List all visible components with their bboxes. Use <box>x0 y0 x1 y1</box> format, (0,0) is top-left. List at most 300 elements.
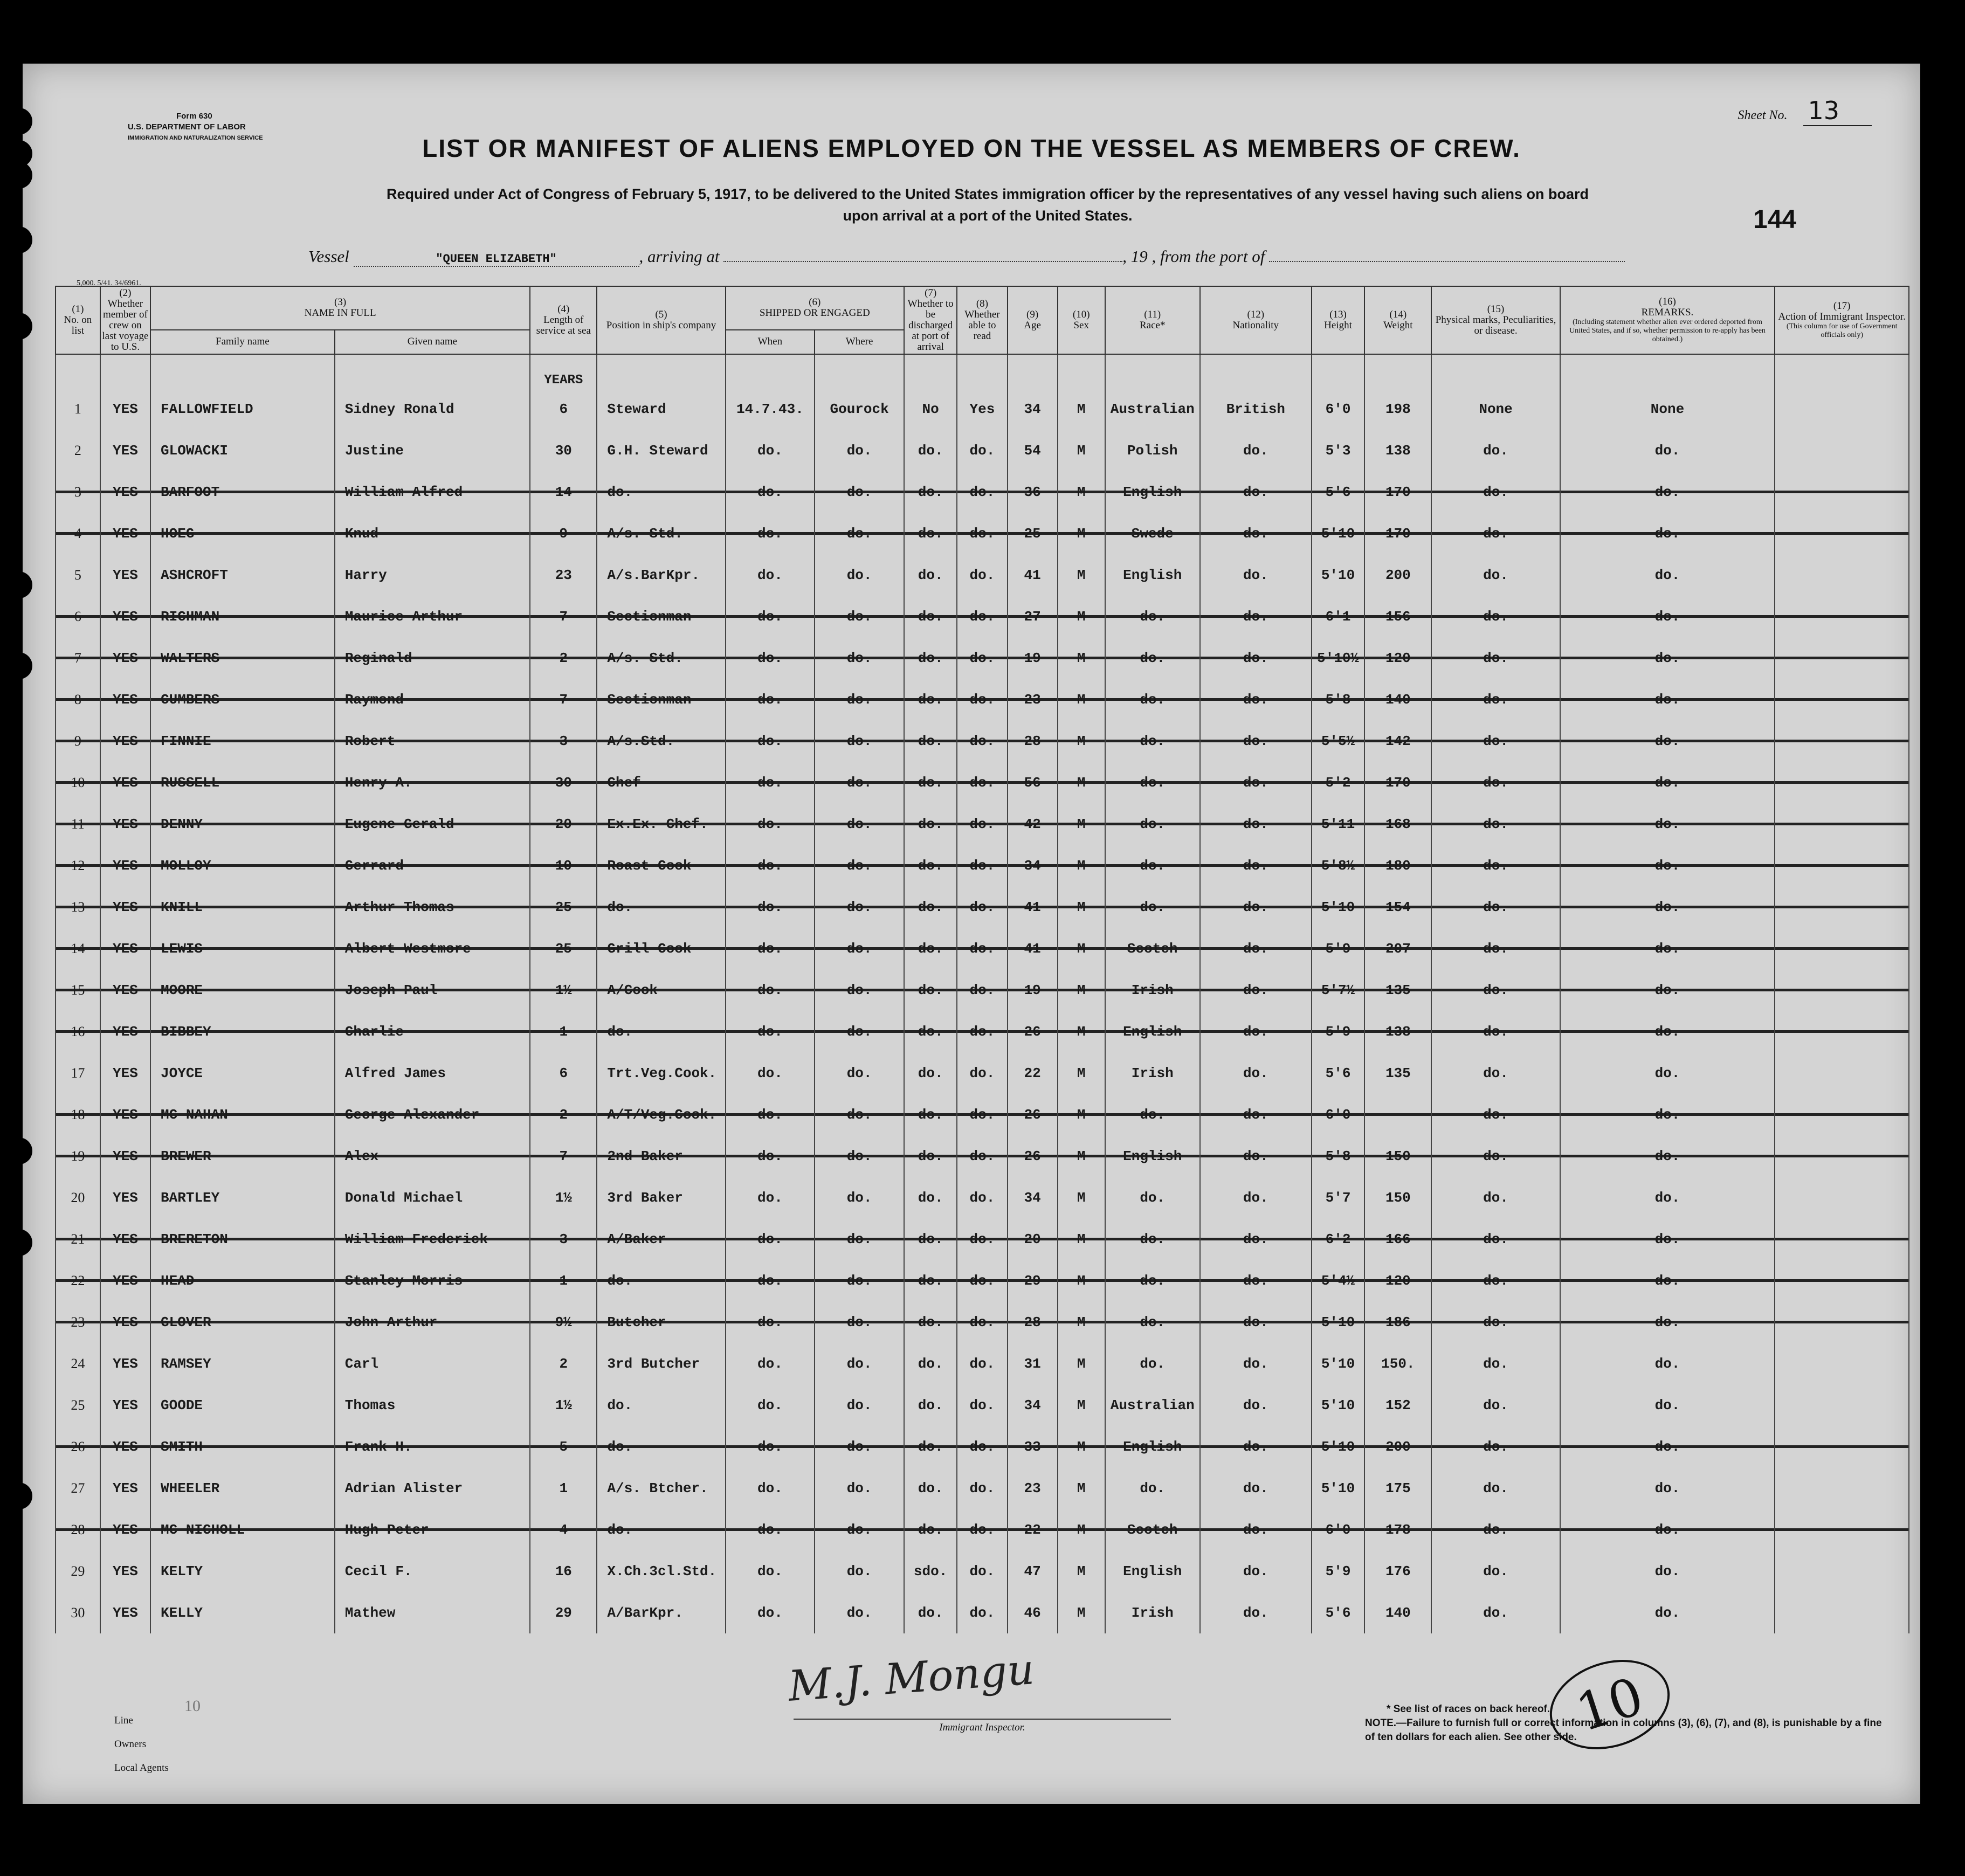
cell-weight: 178 <box>1364 1509 1431 1550</box>
table-row <box>56 1094 1909 1135</box>
cell-family-name: HOEG <box>150 513 335 554</box>
cell-list-no: 20 <box>56 1177 100 1218</box>
cell-given-name: Robert <box>335 720 530 762</box>
cell-age: 34 <box>1008 388 1058 430</box>
cell-able-to-read: do. <box>957 679 1007 720</box>
cell-shipped-where: do. <box>815 430 904 471</box>
col-header-age: (9) Age <box>1008 286 1058 354</box>
from-label: , from the port of <box>1152 247 1265 266</box>
cell-shipped-where: do. <box>815 554 904 596</box>
cell-physical-marks: do. <box>1431 1177 1560 1218</box>
cell-age: 33 <box>1008 1426 1058 1467</box>
cell-given-name: Henry A. <box>335 762 530 803</box>
cell-shipped-where: do. <box>815 1052 904 1094</box>
cell-given-name: Thomas <box>335 1384 530 1426</box>
cell-age: 41 <box>1008 886 1058 928</box>
cell-inspector-action <box>1775 1384 1909 1426</box>
cell-able-to-read: do. <box>957 513 1007 554</box>
cell-shipped-when: do. <box>726 1384 815 1426</box>
cell-list-no: 16 <box>56 1011 100 1052</box>
cell-position: 3rd Baker <box>597 1177 725 1218</box>
table-row <box>56 1301 1909 1343</box>
cell-service-length: 9 <box>530 513 597 554</box>
cell-given-name: Eugene Gerald <box>335 803 530 845</box>
cell-discharged: do. <box>904 471 957 513</box>
cell-remarks: do. <box>1560 513 1775 554</box>
cell-weight: 200 <box>1364 1426 1431 1467</box>
cell-discharged: do. <box>904 886 957 928</box>
cell-shipped-when: do. <box>726 1426 815 1467</box>
cell-nationality: do. <box>1200 1509 1312 1550</box>
cell-shipped-when: do. <box>726 886 815 928</box>
cell-family-name: RUSSELL <box>150 762 335 803</box>
cell-given-name: John Arthur <box>335 1301 530 1343</box>
cell-age: 28 <box>1008 720 1058 762</box>
cell-discharged: do. <box>904 1384 957 1426</box>
table-row <box>56 596 1909 637</box>
cell-physical-marks: do. <box>1431 1426 1560 1467</box>
cell-list-no: 21 <box>56 1218 100 1260</box>
cell-able-to-read: do. <box>957 1260 1007 1301</box>
cell-age: 22 <box>1008 1052 1058 1094</box>
cell-physical-marks: do. <box>1431 762 1560 803</box>
cell-family-name: BARFOOT <box>150 471 335 513</box>
cell-shipped-where: do. <box>815 1467 904 1509</box>
cell-last-voyage: YES <box>100 1592 150 1633</box>
table-row <box>56 1177 1909 1218</box>
cell-physical-marks: do. <box>1431 637 1560 679</box>
cell-list-no: 28 <box>56 1509 100 1550</box>
cell-position: Sectionman <box>597 679 725 720</box>
owners-label: Owners <box>114 1739 147 1750</box>
cell-given-name: Arthur Thomas <box>335 886 530 928</box>
col-header-list-no: (1) No. on list <box>56 286 100 354</box>
vessel-line <box>308 247 1625 267</box>
cell-weight: 200 <box>1364 554 1431 596</box>
cell-sex: M <box>1058 1467 1105 1509</box>
cell-race: Scotch <box>1105 1509 1200 1550</box>
cell-family-name: CUMBERS <box>150 679 335 720</box>
cell-weight: 156 <box>1364 596 1431 637</box>
cell-physical-marks: do. <box>1431 845 1560 886</box>
cell-sex: M <box>1058 1301 1105 1343</box>
cell-family-name: LEWIS <box>150 928 335 969</box>
cell-weight: 170 <box>1364 513 1431 554</box>
cell-shipped-when: do. <box>726 803 815 845</box>
cell-shipped-where: do. <box>815 1135 904 1177</box>
cell-family-name: KELLY <box>150 1592 335 1633</box>
cell-sex: M <box>1058 513 1105 554</box>
cell-remarks: None <box>1560 388 1775 430</box>
cell-sex: M <box>1058 1052 1105 1094</box>
cell-physical-marks: do. <box>1431 1550 1560 1592</box>
cell-given-name: Hugh Peter <box>335 1509 530 1550</box>
cell-nationality: do. <box>1200 1301 1312 1343</box>
cell-discharged: do. <box>904 845 957 886</box>
cell-age: 23 <box>1008 1467 1058 1509</box>
cell-race: English <box>1105 1135 1200 1177</box>
cell-shipped-when: do. <box>726 1343 815 1384</box>
cell-age: 46 <box>1008 1592 1058 1633</box>
cell-shipped-where: do. <box>815 1509 904 1550</box>
sheet-number <box>1738 96 1872 125</box>
cell-remarks: do. <box>1560 430 1775 471</box>
cell-weight: 170 <box>1364 762 1431 803</box>
table-row <box>56 1218 1909 1260</box>
cell-race: Swede <box>1105 513 1200 554</box>
cell-weight: 186 <box>1364 1301 1431 1343</box>
cell-age: 23 <box>1008 679 1058 720</box>
cell-height: 5'6 <box>1312 1052 1364 1094</box>
arriving-label: , arriving at <box>639 247 720 266</box>
cell-shipped-where: do. <box>815 1343 904 1384</box>
sheet-label: Sheet No. <box>1738 108 1788 122</box>
cell-discharged: do. <box>904 1592 957 1633</box>
cell-last-voyage: YES <box>100 1509 150 1550</box>
cell-last-voyage: YES <box>100 637 150 679</box>
cell-last-voyage: YES <box>100 1301 150 1343</box>
cell-given-name: Justine <box>335 430 530 471</box>
cell-position: Sectionman <box>597 596 725 637</box>
cell-sex: M <box>1058 679 1105 720</box>
cell-remarks: do. <box>1560 845 1775 886</box>
cell-position: Ex.Ex. Chef. <box>597 803 725 845</box>
cell-age: 29 <box>1008 1260 1058 1301</box>
col-header-nationality: (12) Nationality <box>1200 286 1312 354</box>
cell-last-voyage: YES <box>100 513 150 554</box>
table-row <box>56 803 1909 845</box>
cell-able-to-read: do. <box>957 554 1007 596</box>
col-header-read: (8) Whether able to read <box>957 286 1007 354</box>
binder-hole <box>5 313 32 340</box>
cell-list-no: 30 <box>56 1592 100 1633</box>
cell-inspector-action <box>1775 471 1909 513</box>
cell-race: Irish <box>1105 969 1200 1011</box>
cell-list-no: 22 <box>56 1260 100 1301</box>
cell-last-voyage: YES <box>100 1343 150 1384</box>
manifest-sheet <box>23 64 1920 1804</box>
cell-family-name: BIBBEY <box>150 1011 335 1052</box>
cell-family-name: WHEELER <box>150 1467 335 1509</box>
cell-position: A/s. Btcher. <box>597 1467 725 1509</box>
table-row <box>56 679 1909 720</box>
cell-remarks: do. <box>1560 1052 1775 1094</box>
binder-hole <box>5 571 32 598</box>
cell-inspector-action <box>1775 1550 1909 1592</box>
cell-sex: M <box>1058 1260 1105 1301</box>
cell-weight: 170 <box>1364 471 1431 513</box>
cell-physical-marks: do. <box>1431 1135 1560 1177</box>
cell-physical-marks: do. <box>1431 1094 1560 1135</box>
cell-nationality: do. <box>1200 928 1312 969</box>
cell-shipped-when: do. <box>726 1550 815 1592</box>
col-header-position: (5) Position in ship's company <box>597 286 725 354</box>
immigrant-inspector-label: Immigrant Inspector. <box>794 1719 1171 1734</box>
cell-position: do. <box>597 1260 725 1301</box>
table-row <box>56 1467 1909 1509</box>
cell-discharged: do. <box>904 1260 957 1301</box>
cell-shipped-where: Gourock <box>815 388 904 430</box>
cell-race: do. <box>1105 1301 1200 1343</box>
cell-service-length: 29 <box>530 1592 597 1633</box>
cell-remarks: do. <box>1560 471 1775 513</box>
cell-height: 5'6 <box>1312 471 1364 513</box>
cell-able-to-read: do. <box>957 1426 1007 1467</box>
cell-race: do. <box>1105 1094 1200 1135</box>
cell-list-no: 2 <box>56 430 100 471</box>
cell-last-voyage: YES <box>100 471 150 513</box>
cell-shipped-when: do. <box>726 928 815 969</box>
cell-nationality: do. <box>1200 679 1312 720</box>
cell-shipped-where: do. <box>815 1260 904 1301</box>
cell-remarks: do. <box>1560 969 1775 1011</box>
cell-able-to-read: do. <box>957 637 1007 679</box>
cell-height: 6'0 <box>1312 1509 1364 1550</box>
col-header-last-voyage: (2) Whether member of crew on last voyage to U.S. <box>100 286 150 354</box>
cell-remarks: do. <box>1560 762 1775 803</box>
cell-inspector-action <box>1775 762 1909 803</box>
cell-sex: M <box>1058 969 1105 1011</box>
cell-last-voyage: YES <box>100 720 150 762</box>
cell-list-no: 11 <box>56 803 100 845</box>
cell-list-no: 9 <box>56 720 100 762</box>
cell-height: 5'10 <box>1312 886 1364 928</box>
cell-race: do. <box>1105 1260 1200 1301</box>
cell-height: 5'10 <box>1312 554 1364 596</box>
cell-able-to-read: do. <box>957 430 1007 471</box>
cell-position: Trt.Veg.Cook. <box>597 1052 725 1094</box>
cell-nationality: do. <box>1200 1384 1312 1426</box>
col-header-where: Where <box>815 330 904 355</box>
cell-shipped-where: do. <box>815 596 904 637</box>
cell-shipped-where: do. <box>815 1592 904 1633</box>
cell-able-to-read: Yes <box>957 388 1007 430</box>
cell-weight: 135 <box>1364 1052 1431 1094</box>
cell-able-to-read: do. <box>957 845 1007 886</box>
cell-nationality: do. <box>1200 1592 1312 1633</box>
table-row <box>56 1343 1909 1384</box>
cell-inspector-action <box>1775 803 1909 845</box>
cell-nationality: do. <box>1200 1260 1312 1301</box>
cell-shipped-where: do. <box>815 471 904 513</box>
cell-race: do. <box>1105 845 1200 886</box>
cell-position: Grill Cook <box>597 928 725 969</box>
cell-race: English <box>1105 554 1200 596</box>
cell-family-name: RICHMAN <box>150 596 335 637</box>
cell-shipped-where: do. <box>815 720 904 762</box>
cell-sex: M <box>1058 928 1105 969</box>
cell-remarks: do. <box>1560 1260 1775 1301</box>
cell-race: do. <box>1105 886 1200 928</box>
cell-inspector-action <box>1775 637 1909 679</box>
cell-discharged: do. <box>904 1509 957 1550</box>
cell-remarks: do. <box>1560 1550 1775 1592</box>
cell-race: Irish <box>1105 1592 1200 1633</box>
cell-shipped-when: do. <box>726 637 815 679</box>
cell-service-length: 6 <box>530 1052 597 1094</box>
cell-discharged: do. <box>904 554 957 596</box>
cell-weight: 168 <box>1364 803 1431 845</box>
cell-inspector-action <box>1775 430 1909 471</box>
cell-weight: 150 <box>1364 1177 1431 1218</box>
cell-able-to-read: do. <box>957 969 1007 1011</box>
binder-hole <box>5 108 32 135</box>
cell-nationality: do. <box>1200 803 1312 845</box>
cell-height: 5'10 <box>1312 1426 1364 1467</box>
cell-given-name: Raymond <box>335 679 530 720</box>
cell-last-voyage: YES <box>100 886 150 928</box>
cell-height: 6'0 <box>1312 388 1364 430</box>
cell-able-to-read: do. <box>957 1218 1007 1260</box>
cell-family-name: FINNIE <box>150 720 335 762</box>
races-note: * See list of races on back hereof. <box>1387 1703 1550 1715</box>
col-header-sex: (10) Sex <box>1058 286 1105 354</box>
cell-weight: 176 <box>1364 1550 1431 1592</box>
col-header-discharged: (7) Whether to be discharged at port of arrival <box>904 286 957 354</box>
col-header-shipped: (6) SHIPPED OR ENGAGED <box>726 286 904 330</box>
cell-able-to-read: do. <box>957 928 1007 969</box>
cell-remarks: do. <box>1560 554 1775 596</box>
cell-physical-marks: do. <box>1431 1509 1560 1550</box>
table-row <box>56 637 1909 679</box>
cell-last-voyage: YES <box>100 1384 150 1426</box>
cell-weight: 120 <box>1364 637 1431 679</box>
cell-discharged: do. <box>904 1301 957 1343</box>
cell-family-name: GLOVER <box>150 1301 335 1343</box>
cell-physical-marks: do. <box>1431 1011 1560 1052</box>
cell-height: 5'4½ <box>1312 1260 1364 1301</box>
cell-inspector-action <box>1775 1260 1909 1301</box>
cell-family-name: MC NICHOLL <box>150 1509 335 1550</box>
cell-family-name: JOYCE <box>150 1052 335 1094</box>
cell-shipped-where: do. <box>815 845 904 886</box>
cell-age: 25 <box>1008 513 1058 554</box>
cell-remarks: do. <box>1560 1094 1775 1135</box>
cell-nationality: do. <box>1200 1094 1312 1135</box>
cell-nationality: do. <box>1200 430 1312 471</box>
cell-sex: M <box>1058 1094 1105 1135</box>
cell-height: 5'5½ <box>1312 720 1364 762</box>
cell-race: do. <box>1105 1218 1200 1260</box>
cell-height: 5'10 <box>1312 513 1364 554</box>
cell-discharged: sdo. <box>904 1550 957 1592</box>
cell-service-length: 10 <box>530 845 597 886</box>
cell-discharged: do. <box>904 430 957 471</box>
cell-list-no: 4 <box>56 513 100 554</box>
cell-weight: 166 <box>1364 1218 1431 1260</box>
cell-last-voyage: YES <box>100 388 150 430</box>
cell-remarks: do. <box>1560 1135 1775 1177</box>
cell-position: A/T/Veg.Cook. <box>597 1094 725 1135</box>
table-row <box>56 720 1909 762</box>
cell-sex: M <box>1058 886 1105 928</box>
cell-position: do. <box>597 1426 725 1467</box>
cell-inspector-action <box>1775 969 1909 1011</box>
table-row <box>56 1426 1909 1467</box>
cell-last-voyage: YES <box>100 596 150 637</box>
cell-last-voyage: YES <box>100 1011 150 1052</box>
cell-weight: 140 <box>1364 679 1431 720</box>
cell-height: 5'6 <box>1312 1592 1364 1633</box>
binder-hole <box>5 652 32 679</box>
cell-age: 56 <box>1008 762 1058 803</box>
cell-position: A/Cook <box>597 969 725 1011</box>
cell-physical-marks: do. <box>1431 886 1560 928</box>
cell-inspector-action <box>1775 1177 1909 1218</box>
cell-shipped-when: do. <box>726 1592 815 1633</box>
cell-last-voyage: YES <box>100 762 150 803</box>
cell-discharged: do. <box>904 1052 957 1094</box>
years-row <box>56 354 1909 388</box>
cell-weight: 140 <box>1364 1592 1431 1633</box>
cell-able-to-read: do. <box>957 471 1007 513</box>
cell-able-to-read: do. <box>957 1384 1007 1426</box>
cell-height: 5'10 <box>1312 1467 1364 1509</box>
arriving-field <box>723 261 1122 262</box>
cell-last-voyage: YES <box>100 1177 150 1218</box>
cell-sex: M <box>1058 1426 1105 1467</box>
cell-discharged: do. <box>904 803 957 845</box>
cell-inspector-action <box>1775 928 1909 969</box>
cell-sex: M <box>1058 596 1105 637</box>
cell-given-name: Harry <box>335 554 530 596</box>
col-header-name: (3) NAME IN FULL <box>150 286 530 330</box>
cell-family-name: KNILL <box>150 886 335 928</box>
cell-shipped-when: do. <box>726 1135 815 1177</box>
cell-weight: 138 <box>1364 1011 1431 1052</box>
cell-shipped-when: do. <box>726 720 815 762</box>
cell-discharged: do. <box>904 596 957 637</box>
cell-inspector-action <box>1775 1467 1909 1509</box>
cell-weight: 135 <box>1364 969 1431 1011</box>
cell-discharged: do. <box>904 1343 957 1384</box>
cell-shipped-when: do. <box>726 1052 815 1094</box>
cell-shipped-when: do. <box>726 513 815 554</box>
vessel-name: "QUEEN ELIZABETH" <box>354 252 639 267</box>
cell-physical-marks: None <box>1431 388 1560 430</box>
cell-height: 5'2 <box>1312 762 1364 803</box>
cell-able-to-read: do. <box>957 886 1007 928</box>
cell-inspector-action <box>1775 388 1909 430</box>
cell-family-name: MOORE <box>150 969 335 1011</box>
cell-last-voyage: YES <box>100 1426 150 1467</box>
cell-family-name: ASHCROFT <box>150 554 335 596</box>
table-row <box>56 471 1909 513</box>
cell-physical-marks: do. <box>1431 1260 1560 1301</box>
cell-given-name: Gerrard <box>335 845 530 886</box>
cell-race: do. <box>1105 1343 1200 1384</box>
cell-list-no: 14 <box>56 928 100 969</box>
cell-shipped-when: do. <box>726 1301 815 1343</box>
cell-given-name: Stanley Morris <box>335 1260 530 1301</box>
binder-hole <box>5 226 32 253</box>
table-row <box>56 513 1909 554</box>
cell-race: do. <box>1105 803 1200 845</box>
cell-able-to-read: do. <box>957 1052 1007 1094</box>
cell-service-length: 4 <box>530 1509 597 1550</box>
cell-position: Roast Cook <box>597 845 725 886</box>
cell-shipped-when: do. <box>726 554 815 596</box>
cell-age: 28 <box>1008 1301 1058 1343</box>
cell-given-name: Alfred James <box>335 1052 530 1094</box>
cell-shipped-where: do. <box>815 803 904 845</box>
cell-age: 41 <box>1008 928 1058 969</box>
fine-note: NOTE.—Failure to furnish full or correct information in columns (3), (6), (7), and (8), is punishable by a fine of ten dollars for each alien. See other side. <box>1365 1718 1882 1743</box>
service-name: IMMIGRATION AND NATURALIZATION SERVICE <box>128 135 263 141</box>
cell-service-length: 6 <box>530 388 597 430</box>
cell-remarks: do. <box>1560 1426 1775 1467</box>
cell-remarks: do. <box>1560 803 1775 845</box>
